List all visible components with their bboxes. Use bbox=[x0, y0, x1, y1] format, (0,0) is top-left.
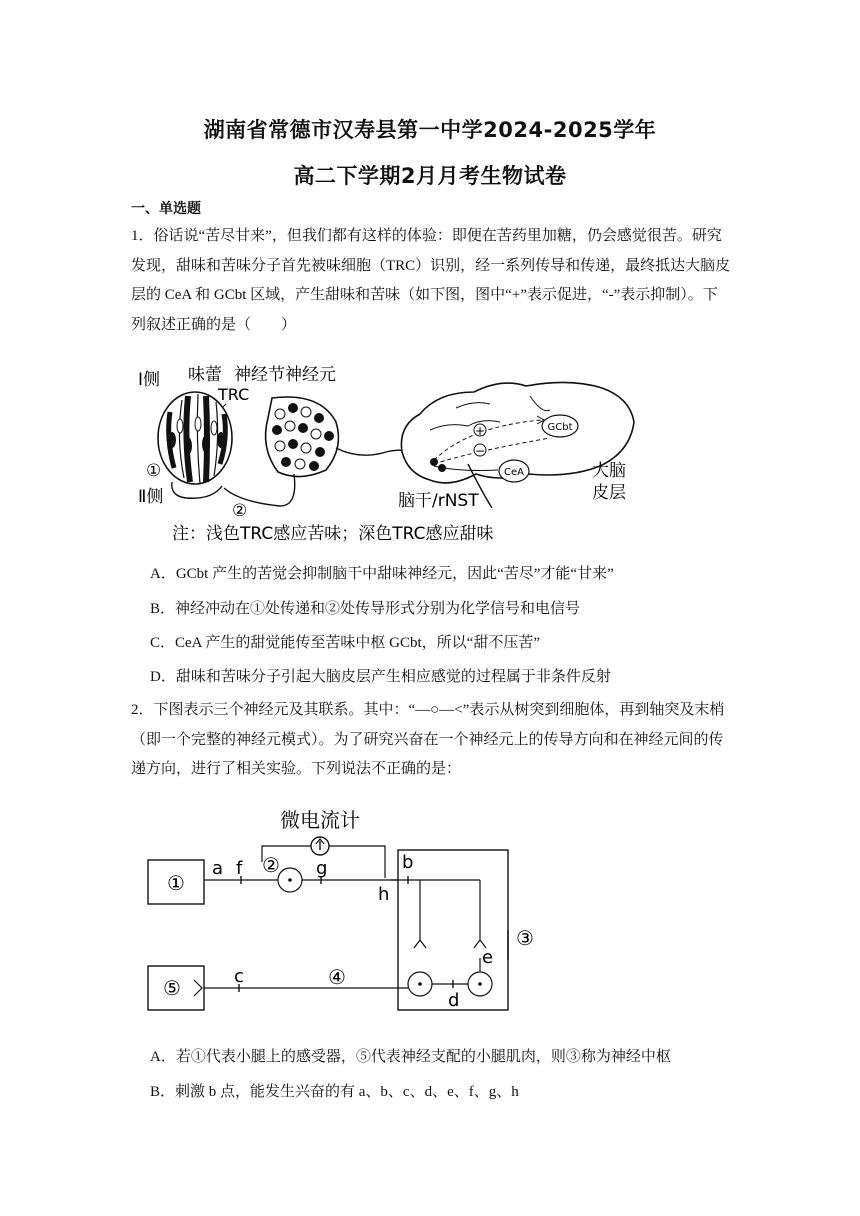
center-3-label: ③ bbox=[516, 926, 534, 950]
ganglion-drawing bbox=[266, 397, 339, 477]
q2-option-a[interactable]: A．若①代表小腿上的感受器，⑤代表神经支配的小腿肌肉，则③称为神经中枢 bbox=[150, 1049, 671, 1065]
q1-option-b[interactable]: B．神经冲动在①处传递和②处传导形式分别为化学信号和电信号 bbox=[150, 601, 581, 617]
q1-stem-line: 列叙述正确的是（ ） bbox=[131, 316, 297, 333]
brainstem-neuron bbox=[430, 458, 438, 466]
point-e: e bbox=[482, 947, 494, 968]
neuron-circuit-figure bbox=[140, 800, 550, 1022]
ganglion-neuron-label: 神经节神经元 bbox=[234, 365, 336, 385]
cea-label: CeA bbox=[504, 467, 524, 478]
marker-2: ② bbox=[232, 501, 248, 521]
point-b: b bbox=[402, 852, 414, 873]
q1-stem-line: 发现，甜味和苦味分子首先被味细胞（TRC）识别，经一系列传导和传递，最终抵达大脑皮 bbox=[131, 257, 731, 274]
q2-stem-line: （即一个完整的神经元模式）。为了研究兴奋在一个神经元上的传导方向和在神经元间的传 bbox=[131, 731, 724, 748]
trc-label: TRC bbox=[218, 385, 250, 404]
document-title-line2: 高二下学期2月月考生物试卷 bbox=[293, 164, 567, 188]
galvanometer-wire-right bbox=[329, 846, 385, 878]
gcbt-label: GCbt bbox=[547, 422, 573, 433]
marker-1: ① bbox=[146, 461, 162, 481]
question-2-stem bbox=[131, 696, 731, 785]
side-1-label: Ⅰ侧 bbox=[138, 370, 161, 390]
structure-1-label: ① bbox=[167, 871, 185, 895]
minus-sign: − bbox=[474, 444, 486, 458]
q1-stem-line: 层的 CeA 和 GCbt 区域，产生甜味和苦味（如下图，图中“+”表示促进，“-”表示抑制）。下 bbox=[131, 287, 718, 304]
cortex-label-2: 皮层 bbox=[592, 483, 626, 503]
brainstem-neuron bbox=[438, 464, 446, 472]
point-f: f bbox=[236, 858, 243, 879]
neuron-2-label: ② bbox=[262, 853, 280, 877]
taste-pathway-figure bbox=[130, 356, 650, 552]
point-a: a bbox=[212, 858, 224, 879]
q2-option-b[interactable]: B．刺激 b 点，能发生兴奋的有 a、b、c、d、e、f、g、h bbox=[150, 1084, 519, 1100]
brainstem-label: 脑干/rNST bbox=[398, 491, 479, 511]
section-heading: 一、单选题 bbox=[131, 201, 201, 217]
point-c: c bbox=[234, 966, 244, 987]
point-h: h bbox=[378, 884, 390, 905]
question-1-stem bbox=[131, 222, 731, 340]
q1-stem-line: 1．俗话说“苦尽甘来”，但我们都有这样的体验：即便在苦药里加糖，仍会感觉很苦。研究 bbox=[131, 228, 722, 244]
q2-stem-line: 递方向，进行了相关实验。下列说法不正确的是： bbox=[131, 761, 462, 778]
side-2-label: Ⅱ侧 bbox=[138, 487, 164, 507]
q1-option-c[interactable]: C．CeA 产生的甜觉能传至苦味中枢 GCbt，所以“甜不压苦” bbox=[150, 635, 540, 651]
q2-stem-line: 2．下图表示三个神经元及其联系。其中：“—○—<”表示从树突到细胞体，再到轴突及末梢 bbox=[131, 702, 725, 718]
structure-5-label: ⑤ bbox=[163, 976, 181, 1000]
q1-option-a[interactable]: A．GCbt 产生的苦觉会抑制脑干中甜味神经元，因此“苦尽”才能“甘来” bbox=[150, 566, 614, 582]
document-title-line1: 湖南省常德市汉寿县第一中学2024-2025学年 bbox=[203, 118, 657, 142]
point-d: d bbox=[448, 990, 460, 1011]
galvanometer-label: 微电流计 bbox=[280, 808, 360, 832]
figure-note: 注：浅色TRC感应苦味；深色TRC感应甜味 bbox=[172, 524, 494, 544]
taste-bud-drawing bbox=[158, 392, 232, 484]
q1-option-d[interactable]: D．甜味和苦味分子引起大脑皮层产生相应感觉的过程属于非条件反射 bbox=[150, 669, 611, 685]
neuron-4-label: ④ bbox=[328, 965, 346, 989]
cortex-label-1: 大脑 bbox=[592, 461, 626, 481]
plus-sign: + bbox=[474, 424, 486, 438]
point-g: g bbox=[316, 858, 328, 879]
taste-bud-label: 味蕾 bbox=[188, 365, 222, 385]
